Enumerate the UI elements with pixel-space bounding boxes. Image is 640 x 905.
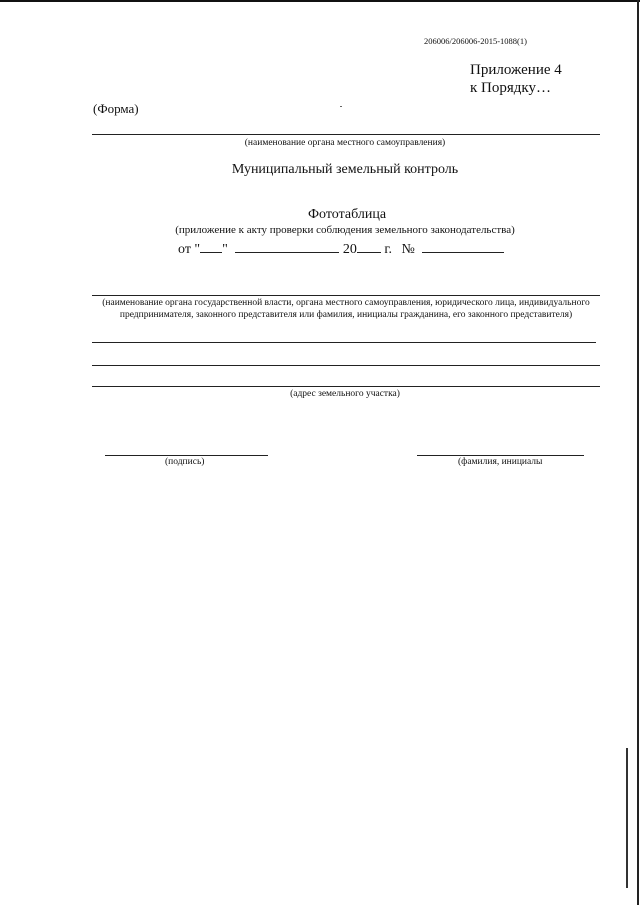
subject-name-line [92,295,600,296]
date-line [178,238,504,258]
name-line [417,455,584,456]
signature-caption: (подпись) [165,457,205,467]
appendix-reference: к Порядку… [470,80,551,96]
address-line-3 [92,386,600,387]
authority-caption: (наименование органа местного самоуправления) [244,138,446,148]
scan-top-edge [0,0,640,2]
year-suffix: г. [384,242,393,257]
address-line-2 [92,365,600,366]
date-quote-close: " [222,242,228,257]
address-caption: (адрес земельного участка) [290,389,400,399]
photo-table-subtitle: (приложение к акту проверки соблюдения земельного законодательства) [175,224,515,236]
number-sign: № [401,242,415,257]
appendix-number: Приложение 4 [470,62,562,78]
year-prefix: 20 [342,242,357,257]
address-line-1 [92,342,596,343]
subject-caption-line1: (наименование органа государственной власти, органа местного самоуправления, юридического лица, индивидуального [102,298,590,308]
photo-table-title: Фототаблица [307,207,387,222]
authority-name-line [92,134,600,135]
day-blank [200,238,222,253]
subject-caption-line2: предпринимателя, законного представителя или фамилия, инициалы гражданина, его законного представителя) [119,310,573,320]
name-caption: (фамилия, инициалы [458,457,543,467]
date-prefix: от " [178,242,201,257]
year-blank [357,238,381,253]
scan-right-mark [626,748,628,888]
form-label: (Форма) [93,101,139,116]
signature-line [105,455,268,456]
document-id: 206006/206006-2015-1088(1) [424,36,527,46]
scan-right-edge [637,0,639,905]
scan-speck [340,106,342,107]
month-blank [235,238,339,253]
number-blank [422,238,504,253]
control-title: Муниципальный земельный контроль [231,162,459,177]
